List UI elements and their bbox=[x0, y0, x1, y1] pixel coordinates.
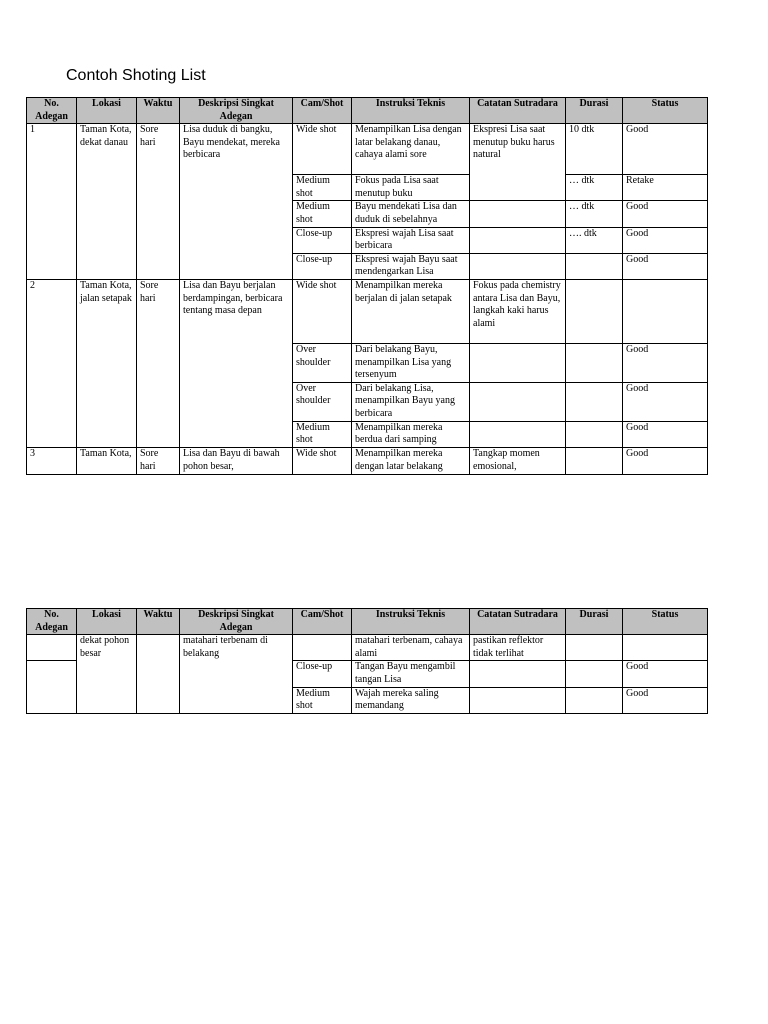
shot-instruction: Menampilkan mereka berjalan di jalan setapak bbox=[352, 279, 470, 343]
director-note: pastikan reflektor tidak terlihat bbox=[470, 635, 566, 661]
shot-duration bbox=[566, 382, 623, 421]
shot-duration bbox=[566, 687, 623, 713]
shot-duration bbox=[566, 661, 623, 687]
shot-type bbox=[293, 635, 352, 661]
table-row bbox=[27, 279, 708, 343]
shot-instruction: Dari belakang Bayu, menampilkan Lisa yang tersenyum bbox=[352, 343, 470, 382]
shot-instruction: Ekspresi wajah Lisa saat berbicara bbox=[352, 227, 470, 253]
header-waktu: Waktu bbox=[137, 609, 180, 635]
shot-type: Close-up bbox=[293, 661, 352, 687]
shot-instruction: Menampilkan mereka dengan latar belakang bbox=[352, 447, 470, 474]
shot-instruction: Wajah mereka saling memandang bbox=[352, 687, 470, 713]
shot-type: Medium shot bbox=[293, 421, 352, 447]
shot-status: Good bbox=[623, 382, 708, 421]
scene-description: Lisa dan Bayu berjalan berdampingan, berbicara tentang masa depan bbox=[180, 279, 293, 447]
director-note bbox=[470, 253, 566, 279]
header-instruksi: Instruksi Teknis bbox=[352, 98, 470, 124]
header-durasi: Durasi bbox=[566, 98, 623, 124]
director-note bbox=[470, 382, 566, 421]
header-no-adegan: No. Adegan bbox=[27, 98, 77, 124]
shot-status bbox=[623, 279, 708, 343]
shot-status: Good bbox=[623, 661, 708, 687]
scene-location: Taman Kota, jalan setapak bbox=[77, 279, 137, 447]
director-note bbox=[470, 227, 566, 253]
shot-duration: … dtk bbox=[566, 201, 623, 227]
shot-instruction: matahari terbenam, cahaya alami bbox=[352, 635, 470, 661]
header-lokasi: Lokasi bbox=[77, 98, 137, 124]
header-no-adegan: No. Adegan bbox=[27, 609, 77, 635]
scene-number: 1 bbox=[27, 124, 77, 280]
director-note bbox=[470, 201, 566, 227]
scene-number bbox=[27, 635, 77, 661]
header-durasi: Durasi bbox=[566, 609, 623, 635]
shot-instruction: Menampilkan mereka berdua dari samping bbox=[352, 421, 470, 447]
table-row bbox=[27, 447, 708, 474]
shot-type: Over shoulder bbox=[293, 382, 352, 421]
scene-description: matahari terbenam di belakang bbox=[180, 635, 293, 714]
shot-type: Medium shot bbox=[293, 687, 352, 713]
header-cam-shot: Cam/Shot bbox=[293, 609, 352, 635]
header-waktu: Waktu bbox=[137, 98, 180, 124]
shot-duration bbox=[566, 343, 623, 382]
header-row bbox=[27, 98, 708, 124]
scene-number: 3 bbox=[27, 447, 77, 474]
table-row bbox=[27, 635, 708, 661]
scene-number bbox=[27, 661, 77, 713]
director-note bbox=[470, 421, 566, 447]
shot-type: Wide shot bbox=[293, 447, 352, 474]
header-deskripsi: Deskripsi Singkat Adegan bbox=[180, 98, 293, 124]
scene-description: Lisa duduk di bangku, Bayu mendekat, mereka berbicara bbox=[180, 124, 293, 280]
scene-time bbox=[137, 635, 180, 714]
shot-instruction: Dari belakang Lisa, menampilkan Bayu yang berbicara bbox=[352, 382, 470, 421]
header-row bbox=[27, 609, 708, 635]
shot-status: Good bbox=[623, 124, 708, 175]
header-status: Status bbox=[623, 98, 708, 124]
shot-type: Close-up bbox=[293, 227, 352, 253]
director-note: Fokus pada chemistry antara Lisa dan Bayu, langkah kaki harus alami bbox=[470, 279, 566, 343]
shot-status: Good bbox=[623, 201, 708, 227]
scene-location: Taman Kota, dekat danau bbox=[77, 124, 137, 280]
header-status: Status bbox=[623, 609, 708, 635]
shot-duration bbox=[566, 421, 623, 447]
header-catatan: Catatan Sutradara bbox=[470, 609, 566, 635]
director-note: Tangkap momen emosional, bbox=[470, 447, 566, 474]
header-instruksi: Instruksi Teknis bbox=[352, 609, 470, 635]
header-deskripsi: Deskripsi Singkat Adegan bbox=[180, 609, 293, 635]
shot-type: Wide shot bbox=[293, 124, 352, 175]
director-note bbox=[470, 687, 566, 713]
shot-status: Good bbox=[623, 253, 708, 279]
shot-list-table-continued bbox=[26, 608, 708, 714]
shot-status: Good bbox=[623, 227, 708, 253]
header-catatan: Catatan Sutradara bbox=[470, 98, 566, 124]
shot-type: Over shoulder bbox=[293, 343, 352, 382]
shot-type: Medium shot bbox=[293, 175, 352, 201]
shot-status: Good bbox=[623, 343, 708, 382]
shot-duration bbox=[566, 253, 623, 279]
shot-instruction: Bayu mendekati Lisa dan duduk di sebelahnya bbox=[352, 201, 470, 227]
document-title: Contoh Shoting List bbox=[66, 67, 206, 84]
scene-time: Sore hari bbox=[137, 279, 180, 447]
scene-time: Sore hari bbox=[137, 124, 180, 280]
shot-type: Wide shot bbox=[293, 279, 352, 343]
shot-duration: …. dtk bbox=[566, 227, 623, 253]
shot-status: Good bbox=[623, 687, 708, 713]
shot-instruction: Fokus pada Lisa saat menutup buku bbox=[352, 175, 470, 201]
shot-list-table bbox=[26, 97, 708, 475]
shot-status: Retake bbox=[623, 175, 708, 201]
shot-duration: … dtk bbox=[566, 175, 623, 201]
table-row bbox=[27, 124, 708, 175]
shot-duration bbox=[566, 279, 623, 343]
shot-type: Medium shot bbox=[293, 201, 352, 227]
director-note bbox=[470, 661, 566, 687]
director-note bbox=[470, 343, 566, 382]
shot-duration bbox=[566, 635, 623, 661]
shot-status: Good bbox=[623, 421, 708, 447]
shot-instruction: Ekspresi wajah Bayu saat mendengarkan Lisa bbox=[352, 253, 470, 279]
scene-location: dekat pohon besar bbox=[77, 635, 137, 714]
scene-location: Taman Kota, bbox=[77, 447, 137, 474]
shot-instruction: Tangan Bayu mengambil tangan Lisa bbox=[352, 661, 470, 687]
director-note: Ekspresi Lisa saat menutup buku harus natural bbox=[470, 124, 566, 201]
shot-duration: 10 dtk bbox=[566, 124, 623, 175]
scene-description: Lisa dan Bayu di bawah pohon besar, bbox=[180, 447, 293, 474]
shot-type: Close-up bbox=[293, 253, 352, 279]
header-lokasi: Lokasi bbox=[77, 609, 137, 635]
shot-status bbox=[623, 635, 708, 661]
scene-time: Sore hari bbox=[137, 447, 180, 474]
shot-duration bbox=[566, 447, 623, 474]
shot-instruction: Menampilkan Lisa dengan latar belakang danau, cahaya alami sore bbox=[352, 124, 470, 175]
header-cam-shot: Cam/Shot bbox=[293, 98, 352, 124]
shot-status: Good bbox=[623, 447, 708, 474]
scene-number: 2 bbox=[27, 279, 77, 447]
